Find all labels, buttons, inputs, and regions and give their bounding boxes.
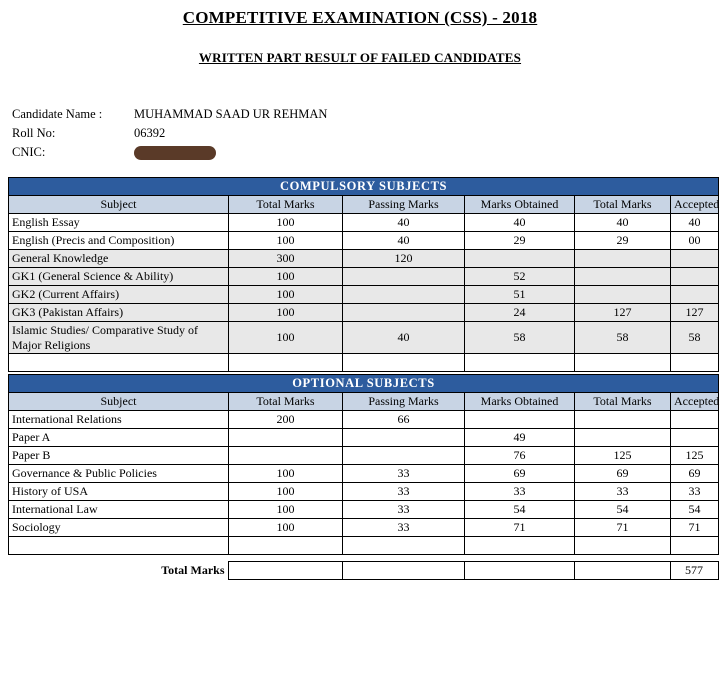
row-accepted: 40 [671,214,719,232]
row-marks-obtained: 52 [465,268,575,286]
candidate-name-value: MUHAMMAD SAAD UR REHMAN [134,107,328,121]
spacer-cell [9,537,229,555]
row-passing-marks: 33 [343,519,465,537]
spacer-cell [9,354,229,372]
page-subtitle: WRITTEN PART RESULT OF FAILED CANDIDATES [198,50,522,65]
total-marks-accepted: 577 [670,562,718,580]
column-header-subject: Subject [9,393,229,411]
row-marks-obtained: 33 [465,483,575,501]
spacer-cell [465,354,575,372]
row-accepted: 125 [671,447,719,465]
total-marks-label: Total Marks [161,563,225,577]
row-total-marks [229,429,343,447]
optional-heading: OPTIONAL SUBJECTS [9,375,719,393]
row-marks-obtained: 51 [465,286,575,304]
table-row [9,268,719,286]
row-subject: International Law [9,501,229,519]
total-marks-passing [342,562,464,580]
table-row [9,250,719,268]
table-row [9,411,719,429]
row-total-marks: 100 [229,465,343,483]
roll-no-value: 06392 [134,126,166,140]
compulsory-section-header [9,178,719,196]
row-passing-marks: 40 [343,214,465,232]
cnic-row [12,144,712,161]
row-total-marks-2: 40 [575,214,671,232]
spacer-cell [671,537,719,555]
row-accepted [671,250,719,268]
compulsory-subjects-table [8,177,719,372]
row-total-marks-2: 71 [575,519,671,537]
optional-subjects-table [8,374,719,555]
row-marks-obtained [465,250,575,268]
row-total-marks: 100 [229,519,343,537]
row-accepted: 00 [671,232,719,250]
roll-no-label: Roll No: [12,126,56,140]
column-header-total-marks-2: Total Marks [575,196,671,214]
row-passing-marks: 33 [343,483,465,501]
total-marks-total [228,562,342,580]
row-total-marks-2 [575,429,671,447]
optional-column-headers [9,393,719,411]
table-row [9,214,719,232]
row-total-marks: 200 [229,411,343,429]
row-accepted: 69 [671,465,719,483]
row-total-marks: 100 [229,322,343,354]
column-header-accepted: Accepted [671,393,719,411]
row-total-marks-2: 69 [575,465,671,483]
row-passing-marks: 66 [343,411,465,429]
candidate-info [12,106,712,161]
table-row [9,286,719,304]
row-subject: Governance & Public Policies [9,465,229,483]
total-marks-obtained [464,562,574,580]
cnic-label: CNIC: [12,145,46,159]
page-title: COMPETITIVE EXAMINATION (CSS) - 2018 [182,8,538,27]
row-subject: Paper A [9,429,229,447]
spacer-cell [229,537,343,555]
compulsory-heading: COMPULSORY SUBJECTS [9,178,719,196]
row-total-marks: 100 [229,286,343,304]
column-header-passing-marks: Passing Marks [343,196,465,214]
row-passing-marks [343,286,465,304]
row-total-marks-2 [575,268,671,286]
column-header-total-marks-2: Total Marks [575,393,671,411]
row-subject: Islamic Studies/ Comparative Study of Major Religions [9,322,229,354]
row-passing-marks [343,429,465,447]
column-header-subject: Subject [9,196,229,214]
candidate-name-row [12,106,712,123]
row-total-marks-2: 58 [575,322,671,354]
row-total-marks-2: 29 [575,232,671,250]
row-total-marks: 100 [229,483,343,501]
row-accepted: 54 [671,501,719,519]
column-header-total-marks: Total Marks [229,393,343,411]
spacer-cell [229,354,343,372]
row-total-marks-2: 125 [575,447,671,465]
column-header-passing-marks: Passing Marks [343,393,465,411]
total-marks-total-2 [574,562,670,580]
table-row [9,465,719,483]
row-subject: English Essay [9,214,229,232]
row-accepted: 71 [671,519,719,537]
row-total-marks [229,447,343,465]
spacer-cell [671,354,719,372]
row-total-marks-2 [575,250,671,268]
totals-table [8,561,719,580]
row-subject: Paper B [9,447,229,465]
candidate-name-label: Candidate Name : [12,107,103,121]
row-marks-obtained: 58 [465,322,575,354]
table-row [9,519,719,537]
column-header-accepted: Accepted [671,196,719,214]
row-marks-obtained: 71 [465,519,575,537]
row-total-marks: 300 [229,250,343,268]
row-marks-obtained: 69 [465,465,575,483]
row-total-marks: 100 [229,268,343,286]
row-accepted [671,411,719,429]
row-passing-marks [343,447,465,465]
table-row [9,322,719,354]
table-row [9,501,719,519]
row-subject: GK1 (General Science & Ability) [9,268,229,286]
row-accepted [671,268,719,286]
row-marks-obtained: 24 [465,304,575,322]
row-total-marks-2: 54 [575,501,671,519]
row-subject: GK3 (Pakistan Affairs) [9,304,229,322]
row-total-marks: 100 [229,232,343,250]
row-marks-obtained: 54 [465,501,575,519]
row-total-marks-2 [575,411,671,429]
row-accepted: 58 [671,322,719,354]
total-marks-row [8,562,718,580]
table-row [9,429,719,447]
row-subject: History of USA [9,483,229,501]
table-spacer-row [9,537,719,555]
row-marks-obtained: 40 [465,214,575,232]
row-accepted: 127 [671,304,719,322]
table-row [9,483,719,501]
spacer-cell [343,537,465,555]
row-passing-marks: 33 [343,501,465,519]
table-row [9,447,719,465]
row-accepted [671,286,719,304]
row-passing-marks: 33 [343,465,465,483]
row-total-marks-2: 127 [575,304,671,322]
row-total-marks: 100 [229,304,343,322]
table-spacer-row [9,354,719,372]
row-passing-marks: 40 [343,232,465,250]
row-subject: Sociology [9,519,229,537]
table-row [9,232,719,250]
row-passing-marks: 40 [343,322,465,354]
spacer-cell [575,354,671,372]
table-row [9,304,719,322]
row-total-marks-2 [575,286,671,304]
spacer-cell [465,537,575,555]
optional-section-header [9,375,719,393]
row-accepted: 33 [671,483,719,501]
row-total-marks-2: 33 [575,483,671,501]
row-marks-obtained [465,411,575,429]
row-marks-obtained: 29 [465,232,575,250]
result-document [0,8,720,692]
row-accepted [671,429,719,447]
row-marks-obtained: 76 [465,447,575,465]
row-passing-marks: 120 [343,250,465,268]
row-passing-marks [343,268,465,286]
column-header-total-marks: Total Marks [229,196,343,214]
cnic-value [134,145,712,160]
compulsory-column-headers [9,196,719,214]
row-subject: GK2 (Current Affairs) [9,286,229,304]
row-subject: English (Precis and Composition) [9,232,229,250]
redaction-bar [134,146,216,160]
row-total-marks: 100 [229,214,343,232]
spacer-cell [575,537,671,555]
row-subject: International Relations [9,411,229,429]
row-total-marks: 100 [229,501,343,519]
column-header-marks-obtained: Marks Obtained [465,393,575,411]
row-passing-marks [343,304,465,322]
row-subject: General Knowledge [9,250,229,268]
roll-no-row [12,125,712,142]
spacer-cell [343,354,465,372]
row-marks-obtained: 49 [465,429,575,447]
column-header-marks-obtained: Marks Obtained [465,196,575,214]
